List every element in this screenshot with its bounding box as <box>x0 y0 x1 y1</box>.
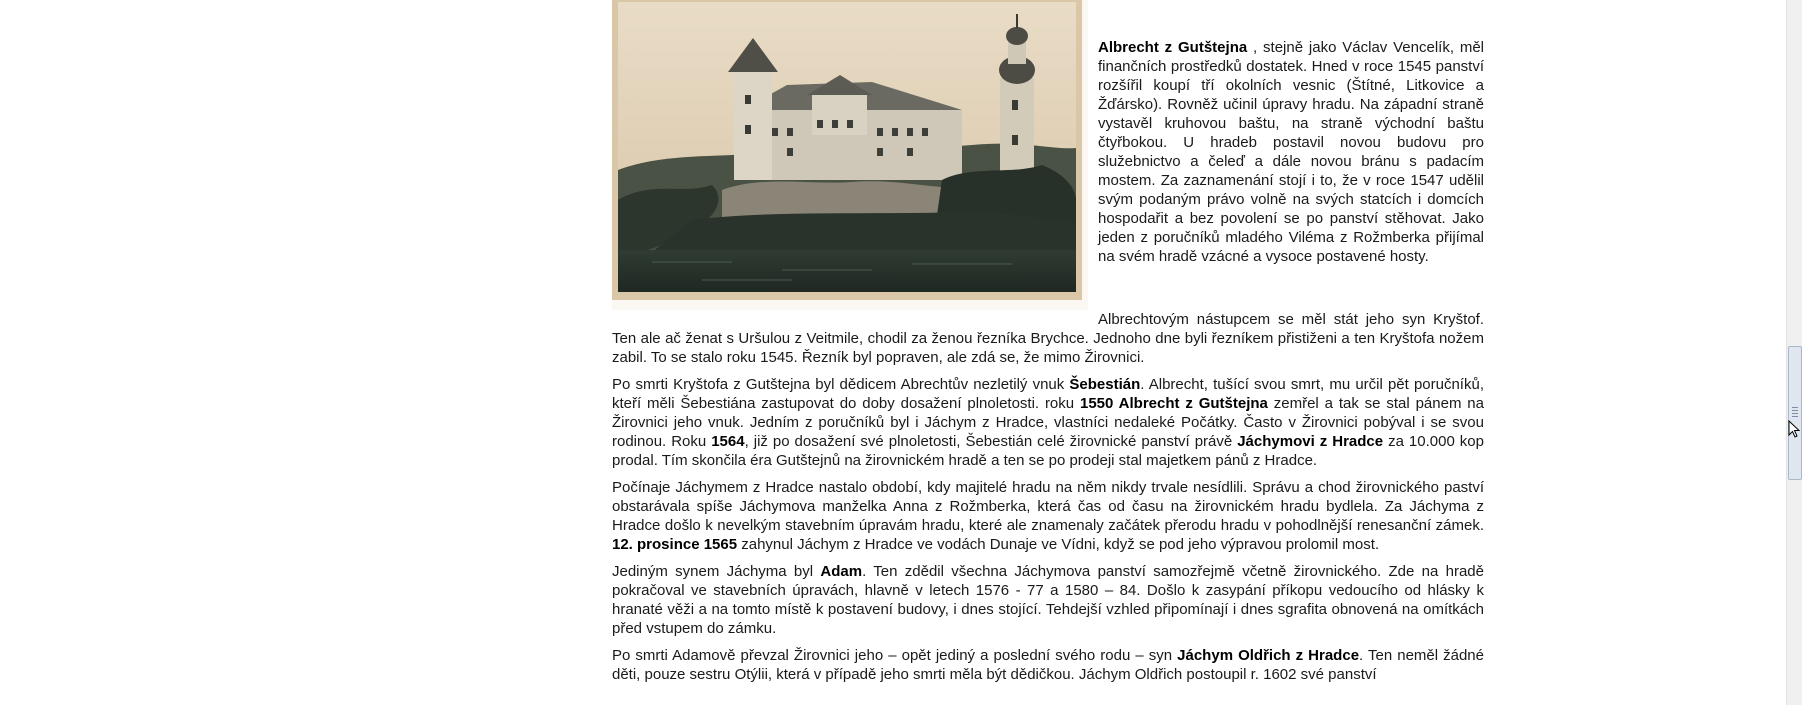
text-run: Jáchym Oldřich z Hradce <box>1177 647 1360 664</box>
text-run: Adam <box>820 563 863 580</box>
vertical-scrollbar[interactable] <box>1786 0 1802 705</box>
text-run: zahynul Jáchym z Hradce ve vodách Dunaje ve Vídni, když se pod jeho výpravou prolomil most. <box>737 536 1380 553</box>
text-run: . Ten zdědil všechna Jáchymova panství samozřejmě včetně žirovnického. Zde na hradě pokračoval ve stavebních úpravách, hlavně v letech 1576 - 77 a 1580 – 84. Došlo k zasypání příkopu vedoucího od hlásky k hranaté věži a na tomto místě k postavení budovy, i dnes stojící. Tehdejší vzhled připomínají i dnes sgrafita obnovená na omítkách před vstupem do zámku. <box>612 563 1484 637</box>
text-run: 1550 Albrecht z Gutštejna <box>1079 395 1268 412</box>
text-run: Šebestián <box>1069 376 1141 393</box>
text-run: Jediným synem Jáchyma byl <box>612 563 821 580</box>
paragraph-sebestian <box>612 375 1484 470</box>
paragraph-adam <box>612 562 1484 638</box>
paragraph-oldrich <box>612 646 1484 684</box>
text-run: Albrecht z Gutštejna <box>1098 39 1248 56</box>
text-run: . Ten neměl žádné děti, pouze sestru Otýlii, která v případě jeho smrti měla být dědičkou. Jáchym Oldřich postoupil r. 1602 své panství <box>612 647 1484 683</box>
text-run: za 10.000 kop prodal. Tím skončila éra Gutštejnů na žirovnickém hradě a ten se po prodeji stal majetkem pánů z Hradce. <box>612 433 1484 469</box>
text-run: 12. prosince 1565 <box>612 536 738 553</box>
text-run: 1564 <box>711 433 745 450</box>
paragraph-jachym <box>612 478 1484 554</box>
text-run: Počínaje Jáchymem z Hradce nastalo období, kdy majitelé hradu na něm nikdy trvale nesídlili. Správu a chod žirovnického paství obstarávala spíše Jáchymova manželka Anna z Rožmberka, která čas od času na žirovnickém hradu bydlela. Za Jáchyma z Hradce došlo k nevelkým stavebním úpravám hradu, které ale znamenaly začátek přerodu hradu v pohodlnější renesanční zámek. <box>612 479 1484 534</box>
mouse-cursor-icon <box>1788 420 1800 438</box>
article-content <box>612 0 1484 692</box>
castle-photo-image <box>612 0 1088 310</box>
text-run: . Albrecht, tušící svou smrt, mu určil pět poručníků, kteří měli Šebestiána zastupovat do doby dosažení plnoletosti. roku <box>612 376 1484 412</box>
text-run: Po smrti Adamově převzal Žirovnici jeho – opět jediný a poslední svého rodu – syn <box>612 647 1178 664</box>
castle-photo <box>612 0 1088 310</box>
text-run: Po smrti Kryštofa z Gutštejna byl dědicem Abrechtův nezletilý vnuk <box>612 376 1070 393</box>
paragraph-krystof <box>612 300 1484 367</box>
text-run: Jáchymovi z Hradce <box>1237 433 1384 450</box>
text-run: Albrechtovým nástupcem se měl stát jeho syn Kryštof. Ten ale ač ženat s Uršulou z Veitmile, chodil za ženou řezníka Brychce. Jednoho dne byli řezníkem přistiženi a ten Kryštofa nožem zabil. To se stalo roku 1545. Řezník byl popraven, ale zdá se, že mimo Žirovnici. <box>612 311 1484 366</box>
text-run: , již po dosažení své plnoletosti, Šebestián celé žirovnické panství právě <box>744 433 1238 450</box>
scrollbar-thumb[interactable] <box>1788 346 1802 480</box>
text-run: zemřel a tak se stal pánem na Žirovnici jeho vnuk. Jedním z poručníků byl i Jáchym z Hradce, vlastníci nedaleké Počátky. Často v Žirovnici pobýval i se svou rodinou. Roku <box>612 395 1484 450</box>
text-run: , stejně jako Václav Vencelík, měl finančních prostředků dostatek. Hned v roce 1545 panství rozšířil koupí tří okolních vesnic (Štítné, Litkovice a Žďársko). Rovněž učinil úpravy hradu. Na západní straně vystavěl kruhovou baštu, na straně východní baštu čtyřbokou. U hradeb postavil novou budovu pro služebnictvo a čeleď a dále novou bránu s padacím mostem. Za zaznamenání stojí i to, že v roce 1547 udělil svým podaným právo volně na svých statcích i domcích hospodařit a bez povolení se po panství stěhovat. Jako jeden z poručníků mladého Viléma z Rožmberka přijímal na svém hradě vzácné a vysoce postavené hosty. <box>1098 39 1485 265</box>
